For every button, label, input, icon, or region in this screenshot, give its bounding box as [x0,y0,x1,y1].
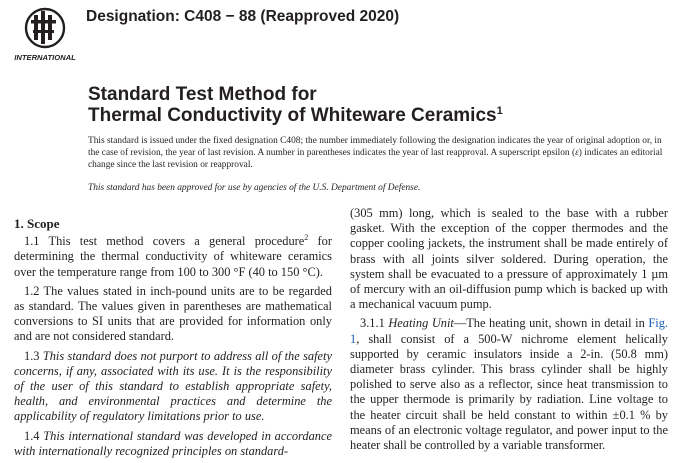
paragraph-3-1-1-number: 3.1.1 [360,316,389,331]
paragraph-1-4-number: 1.4 [24,428,44,443]
document-title [88,84,648,126]
fig-1-link[interactable]: Fig. 1 [350,316,668,346]
logo-text: INTERNATIONAL [14,53,76,62]
paragraph-1-2: 1.2 The values stated in inch-pound units are to be regarded as standard. The values given in parentheses are mathematical conversions to SI units that are provided for information only and are not considered standard. [14,283,332,344]
standard-note-text-1: This standard is issued under the fixed designation C408; the number immediately following the designation indicates the year of original adoption or, in the case of revision, the year of last revision. A number in parentheses indicates the year of last reapproval. A superscript epsilon ( [88,136,662,158]
paragraph-3-1-1-text-a: —The heating unit, shown in detail in [453,316,649,331]
right-column [350,206,668,457]
paragraph-continuation: (305 mm) long, which is sealed to the base with a rubber gasket. With the exception of the copper thermodes and the copper cooling jackets, the instrument shall be made entirely of brass with all joints silver soldered. During operation, the system shall be evacuated to a pressure of approximately 1 µm of mercury with an oil-diffusion pump which is backed up with a mechanical vacuum pump. [350,206,668,312]
title-line-1: Standard Test Method for [88,84,317,105]
paragraph-1-1-text-b: for determining the thermal conductivity of whiteware ceramics over the temperature range from 100 to 300 °F (40 to 150 °C). [14,234,333,279]
title-footnote-mark: 1 [496,105,503,117]
title-line-2-text: Thermal Conductivity of Whiteware Ceramics [88,105,497,126]
standard-note-text-2: ) indicates an editorial change since the last revision or reapproval. [88,148,663,170]
paragraph-1-4-text: This international standard was developed in accordance with internationally recognized principles on standard- [14,428,332,458]
paragraph-1-3-text: This standard does not purport to address all of the safety concerns, if any, associated with its use. It is the responsibility of the user of this standard to establish appropriate safety, health, and environmental practices and determine the applicability of regulatory limitations prior to use. [14,348,332,424]
left-column [14,216,332,463]
epsilon-symbol: ε [575,148,579,158]
scope-heading: 1. Scope [14,216,60,231]
paragraph-1-1 [14,234,332,280]
heating-unit-title: Heating Unit [388,316,454,331]
astm-logo-icon [11,6,79,64]
designation: Designation: C408 − 88 (Reapproved 2020) [86,8,400,25]
standard-note [88,135,663,171]
paragraph-3-1-1-text-b: , shall consist of a 500-W nichrome element helically supported by ceramic insulators inside a 2-in. (50.8 mm) diameter brass cylinder. This brass cylinder shall be highly polished to serve also as a reflector, since heat transmission to the upper thermode is primarily by radiation. Line voltage to the heater circuit shall be held constant to within ±0.1 % by means of an electronic voltage regulator, and power input to the heater shall be controlled by a variable transformer. [350,331,668,453]
approval-note: This standard has been approved for use by agencies of the U.S. Department of Defense. [88,183,421,193]
paragraph-3-1-1 [350,316,668,453]
paragraph-1-1-text-a: 1.1 This test method covers a general procedure [24,234,305,249]
paragraph-1-4 [14,429,332,459]
paragraph-1-3 [14,349,332,425]
title-line-2 [88,105,648,126]
paragraph-1-3-number: 1.3 [24,348,43,363]
footnote-2-mark: 2 [304,233,309,243]
